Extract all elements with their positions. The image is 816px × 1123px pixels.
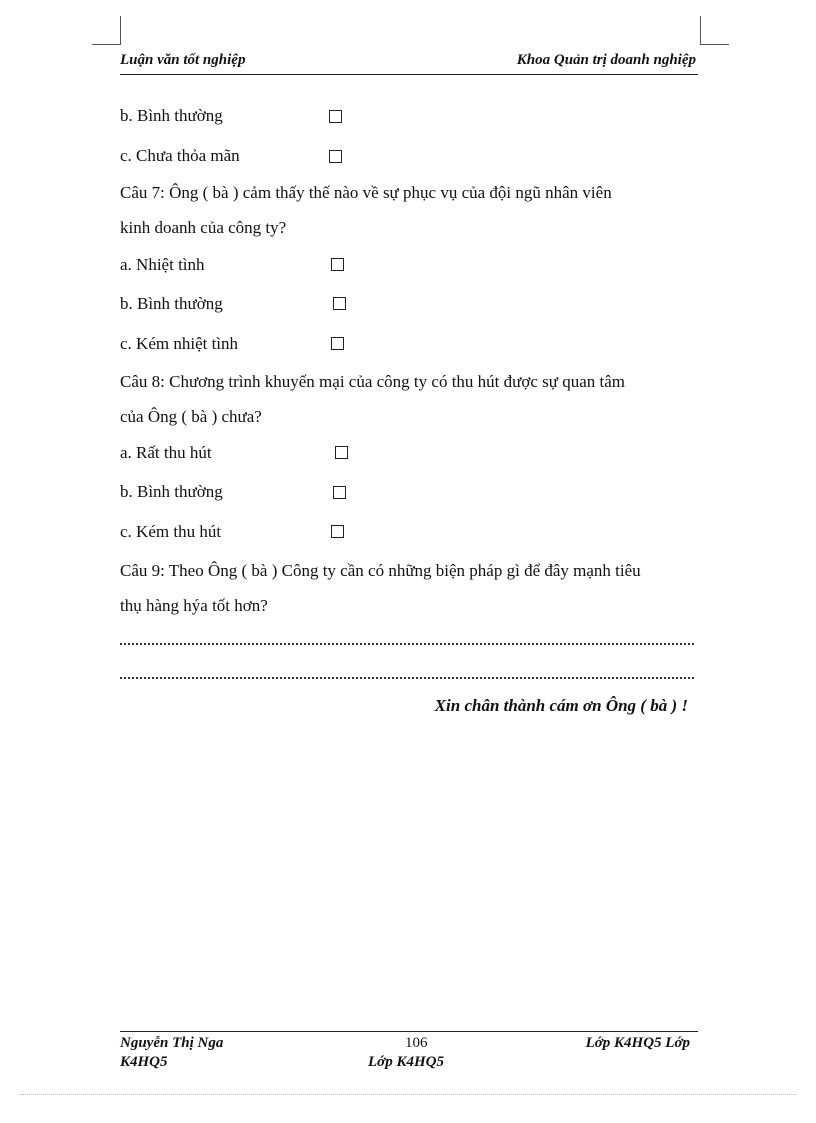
q6-option-b-checkbox[interactable] [329, 110, 342, 123]
q7-option-b-checkbox[interactable] [333, 297, 346, 310]
q8-option-a-checkbox[interactable] [335, 446, 348, 459]
header-faculty: Khoa Quản trị doanh nghiệp [516, 52, 696, 68]
q8-question-line2: của Ông ( bà ) chưa? [120, 407, 262, 426]
q8-option-b-checkbox[interactable] [333, 486, 346, 499]
q6-option-c-checkbox[interactable] [329, 150, 342, 163]
q9-answer-line-2[interactable] [120, 677, 694, 679]
footer-author: Nguyễn Thị Nga [120, 1035, 224, 1051]
page-header [120, 52, 698, 75]
q7-option-b: b. Bình thường [120, 294, 223, 313]
q6-option-c: c. Chưa thỏa mãn [120, 146, 240, 165]
crop-mark-top-left [92, 16, 121, 45]
footer-class-left-line2: K4HQ5 [120, 1054, 168, 1070]
footer-class-center-line2: Lớp K4HQ5 [368, 1054, 444, 1070]
q7-question-line2: kinh doanh của công ty? [120, 218, 287, 237]
q8-option-c-checkbox[interactable] [331, 525, 344, 538]
q7-option-a: a. Nhiệt tình [120, 255, 205, 274]
header-thesis-title: Luận văn tốt nghiệp [120, 52, 246, 68]
q8-option-a: a. Rất thu hút [120, 443, 212, 462]
page-bottom-separator [20, 1094, 796, 1095]
footer-rule [120, 1031, 698, 1032]
q9-question-line1: Câu 9: Theo Ông ( bà ) Công ty cần có những biện pháp gì để đây mạnh tiêu [120, 561, 641, 580]
footer-class-right: Lớp K4HQ5 Lớp [585, 1035, 690, 1051]
footer-page-number: 106 [405, 1035, 428, 1051]
q8-option-b: b. Bình thường [120, 482, 223, 501]
q7-option-c: c. Kém nhiệt tình [120, 334, 239, 353]
q9-answer-line-1[interactable] [120, 643, 694, 645]
q7-option-a-checkbox[interactable] [331, 258, 344, 271]
q6-option-b: b. Bình thường [120, 106, 223, 125]
q8-question-line1: Câu 8: Chương trình khuyến mại của công ty có thu hút được sự quan tâm [120, 372, 626, 391]
q7-question-line1: Câu 7: Ông ( bà ) cảm thấy thế nào về sự phục vụ của đội ngũ nhân viên [120, 183, 612, 202]
q9-question-line2: thụ hàng hýa tốt hơn? [120, 596, 268, 615]
crop-mark-top-right [700, 16, 729, 45]
q7-option-c-checkbox[interactable] [331, 337, 344, 350]
closing-thanks: Xin chân thành cám ơn Ông ( bà ) ! [434, 696, 688, 715]
q8-option-c: c. Kém thu hút [120, 522, 222, 541]
